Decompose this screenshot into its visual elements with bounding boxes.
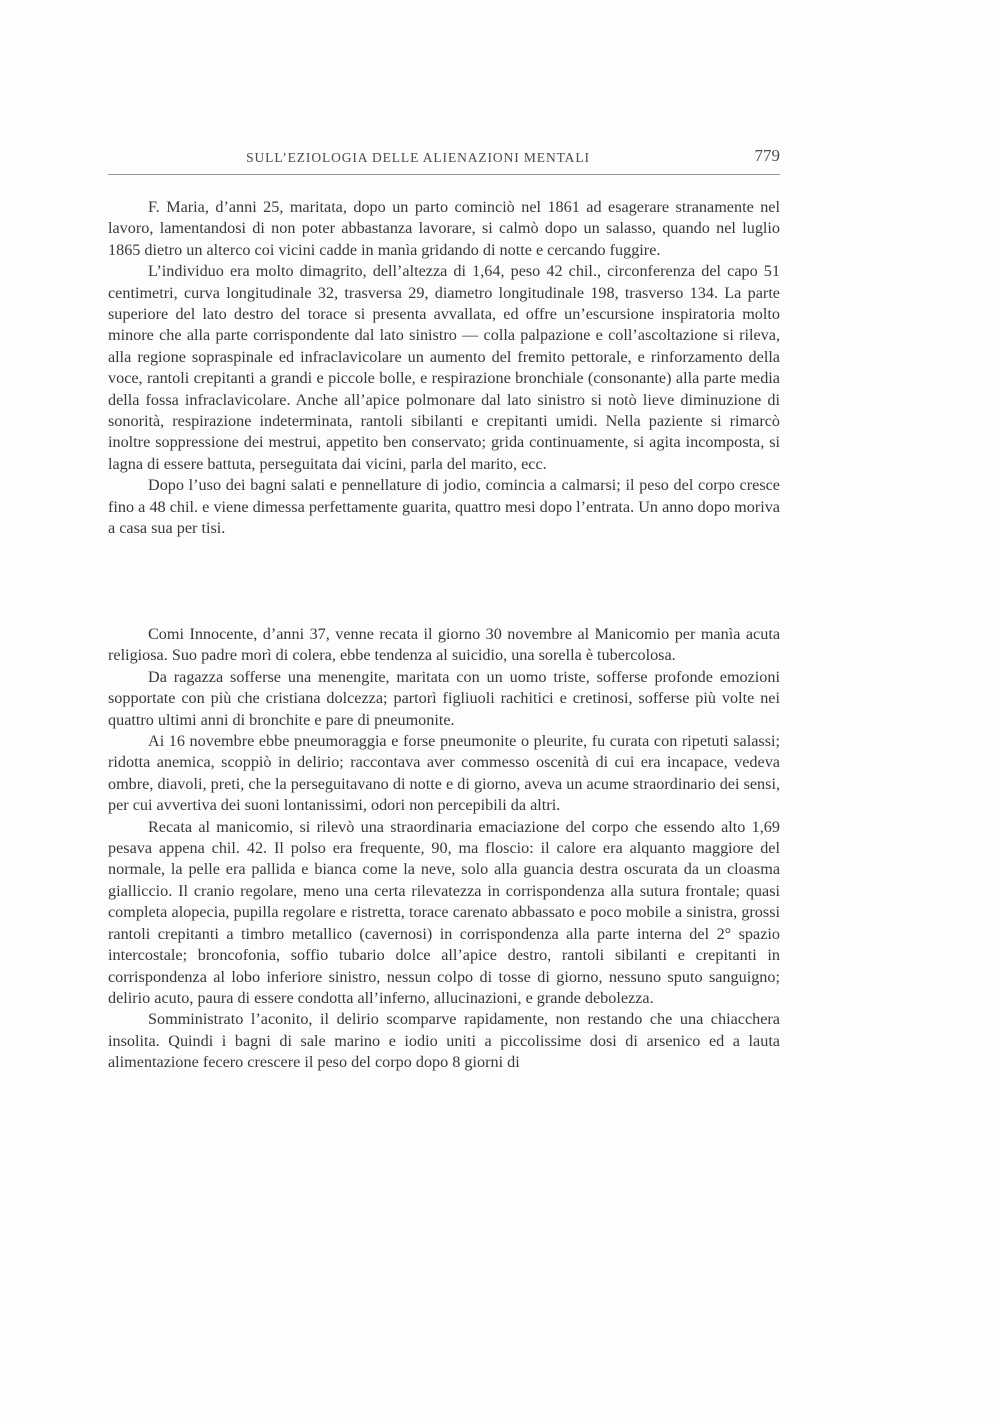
case-f-maria	[108, 197, 780, 540]
running-head-title: SULL’EZIOLOGIA DELLE ALIENAZIONI MENTALI	[246, 150, 590, 165]
paragraph: Comi Innocente, d’anni 37, venne recata il giorno 30 novembre al Manicomio per manìa acuta religiosa. Suo padre morì di colera, ebbe tendenza al suicidio, una sorella è tubercolosa.	[108, 625, 780, 665]
paragraph: Da ragazza sofferse una menengite, maritata con un uomo triste, sofferse profonde emozioni sopportate con più che cristiana dolcezza; partorì figliuoli rachitici e cretinosi, sofferse più volte nei quattro ultimi anni di bronchite e pare di pneumonite.	[108, 667, 780, 729]
header-rule	[108, 174, 780, 175]
paragraph: L’individuo era molto dimagrito, dell’altezza di 1,64, peso 42 chil., circonferenza del capo 51 centimetri, curva longitudinale 32, trasversa 29, diametro longitudinale 198, trasverso 134. La parte superiore del lato destro del torace si presenta avvallata, ed offre un’escursione inspiratoria molto minore che alla parte corrispondente dal lato sinistro — colla palpazione e coll’ascoltazione si rileva, alla regione sopraspinale ed infraclavicolare un aumento del fremito pettorale, e rinforzamento della voce, rantoli crepitanti a grandi e piccole bolle, e respirazione bronchiale (consonante) alla parte media della fossa infraclavicolare. Anche all’apice polmonare dal lato sinistro si notò lieve diminuzione di sonorità, respirazione indeterminata, rantoli sibilanti e crepitanti umidi. Nella paziente si rimarcò inoltre soppressione dei mestrui, appetito ben conservato; grida continuamente, si agita incomposta, si lagna di essere battuta, perseguitata dai vicini, parla del marito, ecc.	[108, 262, 780, 473]
paragraph: Somministrato l’aconito, il delirio scomparve rapidamente, non restando che una chiacchera insolita. Quindi i bagni di sale marino e iodio uniti a piccolissime dosi di arsenico ed a lauta alimentazione fecero crescere il peso del corpo dopo 8 giorni di	[108, 1010, 780, 1072]
paragraph: Dopo l’uso dei bagni salati e pennellature di jodio, comincia a calmarsi; il peso del corpo cresce fino a 48 chil. e viene dimessa perfettamente guarita, quattro mesi dopo l’entrata. Un anno dopo moriva a casa sua per tisi.	[108, 476, 780, 538]
paragraph: Ai 16 novembre ebbe pneumoraggia e forse pneumonite o pleurite, fu curata con ripetuti salassi; ridotta anemica, scoppiò in delirio; raccontava aver commesso oscenità di cui era incapace, vedeva ombre, diavoli, preti, che la perseguitavano di notte e di giorno, aveva un acume straordinario dei sensi, per cui avvertiva dei suoni lontanissimi, odori non percepibili da altri.	[108, 732, 780, 815]
running-head	[108, 146, 780, 172]
page-number: 779	[754, 146, 780, 165]
paragraph: F. Maria, d’anni 25, maritata, dopo un parto cominciò nel 1861 ad esagerare stranamente nel lavoro, lamentandosi di non poter abbastanza lavorare, si calmò dopo un salasso, quando nel luglio 1865 dietro un alterco coi vicini cadde in manìa gridando di notte e cercando fuggire.	[108, 198, 780, 259]
case-comi-innocente	[108, 624, 780, 1074]
paragraph: Recata al manicomio, si rilevò una straordinaria emaciazione del corpo che essendo alto 1,69 pesava appena chil. 42. Il polso era frequente, 90, ma floscio: il calore era alquanto maggiore del normale, la pelle era pallida e bianca come la neve, solo alla guancia destra oscurata da un cloasma gialliccio. Il cranio regolare, meno una certa rilevatezza in corrispondenza alla sutura frontale; quasi completa alopecia, pupilla regolare e ristretta, torace carenato abbassato e poco mobile a sinistra, grossi rantoli crepitanti a timbro metallico (cavernosi) in corrispondenza alla parte interna del 2° spazio intercostale; broncofonia, soffio tubario dolce all’apice destro, rantoli sibilanti e crepitanti in corrispondenza al lobo inferiore sinistro, nessun colpo di tosse di giorno, nessuno sputo sanguigno; delirio acuto, paura di essere condotta all’inferno, allucinazioni, e grande debolezza.	[108, 817, 780, 1007]
